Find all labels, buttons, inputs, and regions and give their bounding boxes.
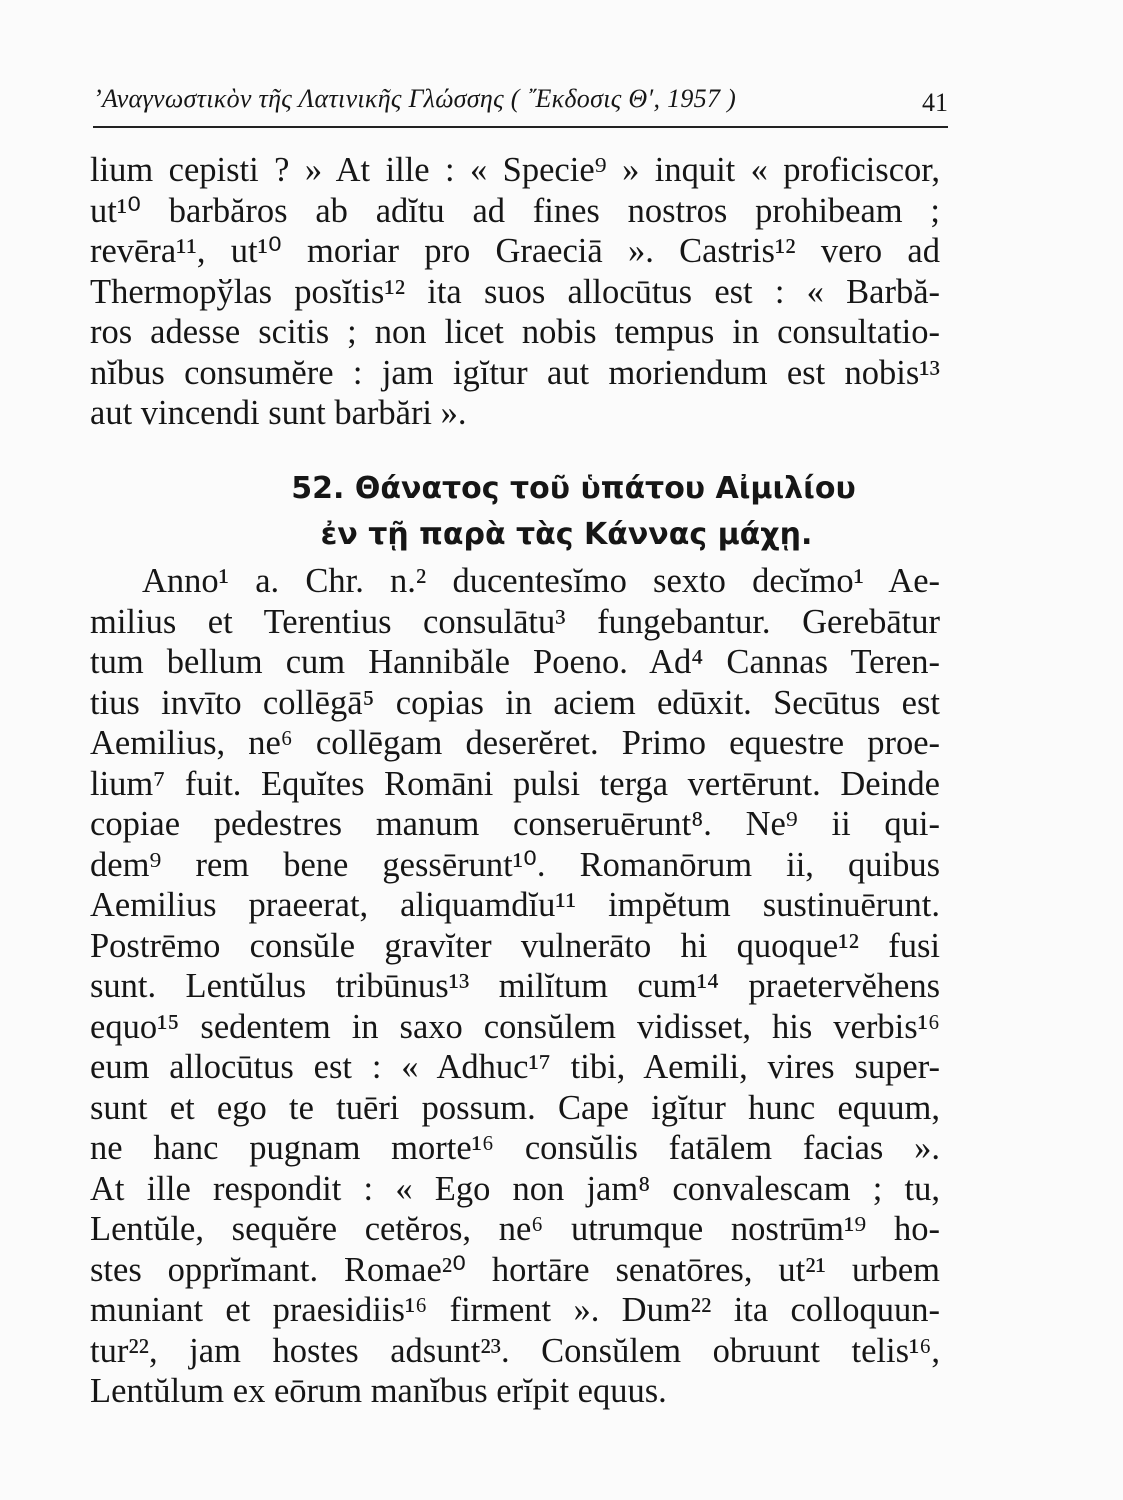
text-line: sunt. Lentŭlus tribūnus¹³ milĭtum cum¹⁴ praetervĕhens: [90, 967, 940, 1005]
text-line: dem⁹ rem bene gessērunt¹⁰. Romanōrum ii, quibus: [90, 845, 940, 884]
text-line: Lentŭlum ex eōrum manĭbus erĭpit equus.: [90, 1372, 667, 1410]
section-heading-line-2: ἐν τῇ παρὰ τὰς Κάννας μάχῃ.: [320, 517, 813, 552]
text-line: tur²², jam hostes adsunt²³. Consŭlem obruunt telis¹⁶,: [90, 1331, 940, 1370]
header-title: ’Αναγνωστικὸν τῆς Λατινικῆς Γλώσσης ( ῎Εκδοσις Θ′, 1957 ): [93, 84, 737, 113]
text-line: muniant et praesidiis¹⁶ firment ». Dum²² ita colloquun-: [90, 1291, 940, 1329]
text-line: Thermopўlas posĭtis¹² ita suos allocūtus est : « Barbă-: [90, 272, 940, 311]
text-line: Anno¹ a. Chr. n.² ducentesĭmo sexto decĭmo¹ Ae-: [142, 562, 940, 600]
text-line: ne hanc pugnam morte¹⁶ consŭlis fatālem facias ».: [90, 1129, 940, 1167]
text-line: Postrēmo consŭle gravĭter vulnerāto hi quoque¹² fusi: [90, 926, 940, 965]
text-line: aut vincendi sunt barbări ».: [90, 394, 467, 432]
text-line: ros adesse scitis ; non licet nobis tempus in consultatio-: [90, 313, 940, 351]
text-line: nĭbus consumĕre : jam igĭtur aut moriendum est nobis¹³: [90, 353, 940, 392]
text-line: Lentŭle, sequĕre cetĕros, ne⁶ utrumque nostrūm¹⁹ ho-: [90, 1210, 940, 1248]
text-line: lium cepisti ? » At ille : « Specie⁹ » inquit « proficiscor,: [90, 151, 940, 189]
text-line: revēra¹¹, ut¹⁰ moriar pro Graeciā ». Castris¹² vero ad: [90, 232, 940, 270]
text-line: At ille respondit : « Ego non jam⁸ convalescam ; tu,: [90, 1169, 940, 1208]
text-line: lium⁷ fuit. Equĭtes Romāni pulsi terga vertērunt. Deinde: [90, 764, 940, 803]
text-line: Aemilius praeerat, aliquamdĭu¹¹ impĕtum sustinuērunt.: [90, 886, 940, 924]
text-line: stes opprĭmant. Romae²⁰ hortāre senatōres, ut²¹ urbem: [90, 1250, 940, 1289]
text-line: milius et Terentius consulātu³ fungebantur. Gerebātur: [90, 602, 940, 641]
text-line: eum allocūtus est : « Adhuc¹⁷ tibi, Aemili, vires super-: [90, 1048, 940, 1086]
section-heading-line-1: 52. Θάνατος τοῦ ὑπάτου Αἰμιλίου: [291, 471, 856, 506]
text-line: copiae pedestres manum conseruērunt⁸. Ne⁹ ii qui-: [90, 805, 940, 843]
section-52-paragraph: [90, 561, 940, 1412]
paragraph-continuation: [90, 150, 940, 434]
text-line: equo¹⁵ sedentem in saxo consŭlem vidisset, his verbis¹⁶: [90, 1007, 940, 1046]
text-line: Aemilius, ne⁶ collēgam deserĕret. Primo equestre proe-: [90, 724, 940, 762]
page-number: 41: [922, 88, 948, 117]
text-line: tius invīto collēgā⁵ copias in aciem edūxit. Secūtus est: [90, 683, 940, 722]
running-header: [93, 78, 948, 128]
text-line: tum bellum cum Hannibăle Poeno. Ad⁴ Cannas Teren-: [90, 643, 940, 681]
text-line: sunt et ego te tuēri possum. Cape igĭtur hunc equum,: [90, 1088, 940, 1127]
text-line: ut¹⁰ barbăros ab adĭtu ad fines nostros prohibeam ;: [90, 191, 940, 230]
